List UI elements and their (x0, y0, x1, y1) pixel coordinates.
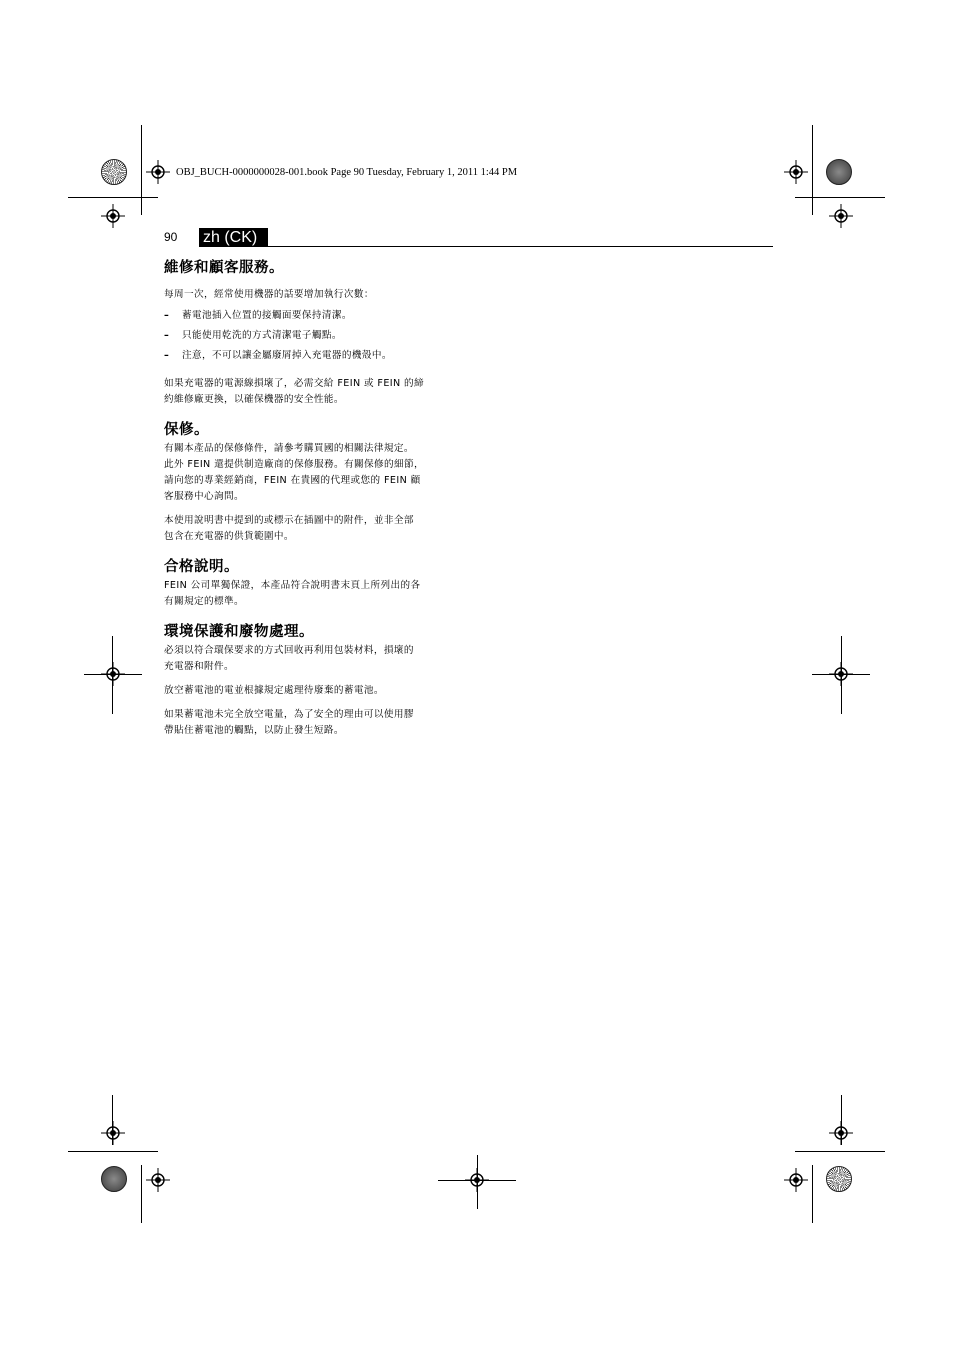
crop-mark (68, 1151, 158, 1152)
color-target-icon (826, 1166, 852, 1192)
warranty-p2-line2: 包含在充電器的供貨範圍中。 (164, 531, 294, 542)
crop-mark (812, 1165, 813, 1223)
environment-p3-line1: 如果蓄電池未完全放空電量，為了安全的理由可以使用膠 (164, 709, 414, 720)
color-target-icon (826, 159, 852, 185)
environment-p1-line1: 必須以符合環保要求的方式回收再利用包裝材料，損壞的 (164, 645, 414, 656)
crop-mark (141, 125, 142, 215)
maintenance-note-line1: 如果充電器的電源線損壞了，必需交給 FEIN 或 FEIN 的締 (164, 378, 425, 389)
crop-mark (812, 125, 813, 215)
color-target-icon (101, 159, 127, 185)
registration-mark-icon (101, 204, 125, 228)
crop-mark (795, 1151, 885, 1152)
warranty-p1-line1: 有關本產品的保修條件，請參考購買國的相關法律規定。 (164, 443, 414, 454)
environment-p2: 放空蓄電池的電並根據規定處理待廢棄的蓄電池。 (164, 685, 384, 696)
crop-mark (141, 1165, 142, 1223)
warranty-p1-line4: 客服務中心詢問。 (164, 491, 244, 502)
registration-mark-icon (784, 1168, 808, 1192)
crop-mark (84, 674, 142, 675)
registration-mark-icon (784, 160, 808, 184)
maintenance-intro: 每周一次，經常使用機器的話要增加執行次數： (164, 289, 374, 300)
registration-mark-icon (146, 1168, 170, 1192)
book-file-header: OBJ_BUCH-0000000028-001.book Page 90 Tuesday, February 1, 2011 1:44 PM (176, 167, 518, 178)
language-badge: zh (CK) (199, 228, 268, 247)
crop-mark (795, 197, 885, 198)
environment-p1-line2: 充電器和附件。 (164, 661, 234, 672)
maintenance-list (164, 306, 464, 366)
page-content (164, 258, 464, 739)
crop-mark (112, 636, 113, 714)
page-number: 90 (164, 230, 178, 244)
registration-mark-icon (101, 1121, 125, 1145)
environment-title: 環境保護和廢物處理。 (164, 624, 314, 640)
warranty-p1-line3: 請向您的專業經銷商，FEIN 在貴國的代理或您的 FEIN 顧 (164, 475, 421, 486)
conformity-line1: FEIN 公司單獨保證，本產品符合說明書末頁上所列出的各 (164, 580, 421, 591)
crop-mark (812, 674, 870, 675)
list-item: – 蓄電池插入位置的接觸面要保持清潔。 (164, 310, 352, 321)
registration-mark-icon (146, 160, 170, 184)
warranty-p2-line1: 本使用說明書中提到的或標示在插圖中的附件，並非全部 (164, 515, 414, 526)
crop-mark (477, 1155, 478, 1209)
environment-p3-line2: 帶貼住蓄電池的觸點，以防止發生短路。 (164, 725, 344, 736)
crop-mark (112, 1095, 113, 1145)
maintenance-note-line2: 約維修廠更換，以確保機器的安全性能。 (164, 394, 344, 405)
warranty-title: 保修。 (164, 422, 209, 438)
conformity-line2: 有關規定的標準。 (164, 596, 244, 607)
warranty-p1-line2: 此外 FEIN 還提供制造廠商的保修服務。有關保修的細節， (164, 459, 424, 470)
crop-mark (841, 636, 842, 714)
registration-mark-icon (829, 204, 853, 228)
crop-mark (68, 197, 158, 198)
crop-mark (841, 1095, 842, 1145)
maintenance-title: 維修和顧客服務。 (164, 260, 284, 276)
header-rule (199, 246, 773, 247)
conformity-title: 合格說明。 (164, 559, 239, 575)
list-item: – 注意，不可以讓金屬廢屑掉入充電器的機殼中。 (164, 350, 392, 361)
color-target-icon (101, 1166, 127, 1192)
list-item: – 只能使用乾洗的方式清潔電子觸點。 (164, 330, 342, 341)
